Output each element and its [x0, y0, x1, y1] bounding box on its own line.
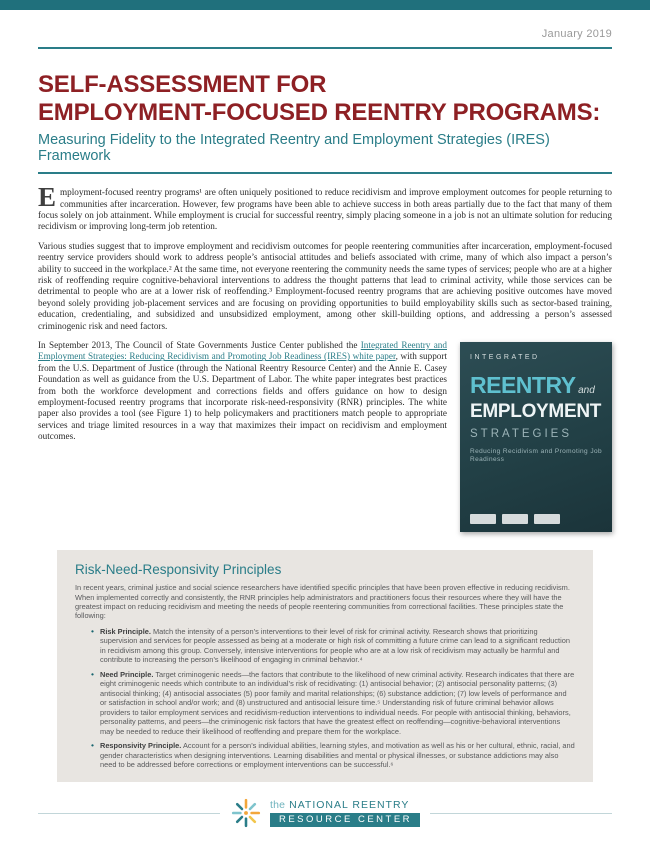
- cover-title-and: and: [578, 384, 595, 396]
- logo-line-resource-center: RESOURCE CENTER: [270, 813, 420, 827]
- paragraph-3-text-after-link: , with support from the U.S. Department of Justice (through the National Reentry Resource Center) and the Annie E. Casey Foundation as well as guidance from the U.S. Department of Labor. The white paper integrates best practices from both the workforce development and corrections fields and offers guidance on how to design employment-focused reentry programs that incorporate risk-need-responsivity (RNR) principles. The white paper also provides a tool (see Figure 1) to help policymakers and practitioners match people to appropriate services and triage limited resources in a way that maximizes their impact on recidivism and employment outcomes.: [38, 351, 447, 442]
- cover-title-row: [470, 371, 602, 400]
- ires-white-paper-link[interactable]: Integrated Reentry and Employment Strategies: Reducing Recidivism and Promoting Job Readiness (IRES) white paper: [38, 340, 447, 362]
- cover-title-strategies: STRATEGIES: [470, 427, 572, 440]
- logo-word-the: the: [269, 798, 286, 811]
- rnr-principles-list: [75, 627, 575, 770]
- principle-paragraph: [100, 741, 575, 769]
- principle-text: Target criminogenic needs—the factors that contribute to the likelihood of new criminal activity. Research indicates that there are eight criminogenic needs which contribute to an individual’s risk of recidivating: (1) antisocial behavior; (2) antisocial personality patterns; (3) antisocial thinking; (4) antisocial associates (5) poor family and marital relationships; (6) substance addiction; (7) low levels of performance and or satisfaction in school and/or work; and (8) unstructured and antisocial leisure time.⁵ Understanding risk of future criminal behavior allows providers to tailor employment services and recidivism-reduction interventions to individual needs. For people with antisocial thinking, behaviors, personality patterns, and peers—the criminogenic risk factors that have the greatest effect on reoffending—cognitive-behavioral interventions may be needed to reduce their likelihood of reoffending and prepare them for the workplace.: [99, 669, 575, 736]
- footer-rule-left: [38, 813, 220, 814]
- paragraph-3-text-before-link: In September 2013, The Council of State Governments Justice Center published the: [38, 340, 361, 351]
- bullet-icon: •: [91, 740, 94, 751]
- paragraph-1: [38, 182, 612, 233]
- paragraph-2: [38, 241, 612, 332]
- cover-tagline: Reducing Recidivism and Promoting Job Readiness: [470, 448, 602, 464]
- bullet-icon: •: [91, 668, 94, 679]
- starburst-icon: [230, 797, 262, 829]
- cover-title-reentry: REENTRY: [470, 371, 576, 398]
- principle-text: Match the intensity of a person’s interventions to their level of risk for criminal activity. Research shows that prioritizing supervision and services for people assessed as being at a moderate or high risk of committing a future crime can lead to a significant reduction in recidivism among this group. Conversely, intensive interventions for people who are at a low risk of recidivism may actually be harmful and contribute to increasing the person’s likelihood of engaging in criminal behavior.⁴: [99, 626, 570, 665]
- top-accent-band: [0, 0, 650, 10]
- subtitle-rule: [38, 172, 612, 174]
- nrrc-logo: [230, 797, 420, 829]
- publisher-logo: [470, 514, 496, 524]
- principle-paragraph: [100, 627, 575, 665]
- rnr-principle-item-need: [75, 670, 575, 736]
- date-label: January 2019: [541, 28, 612, 40]
- drop-cap: E: [38, 182, 57, 213]
- principle-label: Responsivity Principle.: [99, 741, 182, 751]
- cover-title-employment: EMPLOYMENT: [470, 401, 602, 423]
- rnr-principle-item-risk: [75, 627, 575, 665]
- principle-label: Need Principle.: [99, 669, 154, 679]
- rnr-principle-item-responsivity: [75, 741, 575, 769]
- page-header: [38, 24, 612, 42]
- rnr-principles-box: [57, 550, 593, 782]
- title-block: [38, 71, 612, 164]
- cover-publisher-logos: [470, 514, 602, 524]
- principle-label: Risk Principle.: [99, 626, 151, 636]
- principle-paragraph: [100, 670, 575, 736]
- paragraph-2-text: Various studies suggest that to improve employment and recidivism outcomes for people reentering communities after incarceration, employment-focused reentry service providers should work to address people’s antisocial attitudes and beliefs associated with crime, many of which also impact a person’s ability to succeed in the workplace.² At the same time, not everyone reentering the community needs the same types of services; people who are at a higher risk of reoffending require cognitive-behavioral interventions to address the thought patterns that lead to criminal activity, while those services can be detrimental to people who are at a lower risk of reoffending.³ Employment-focused reentry programs that are achieving positive outcomes have moved beyond solely providing job-placement services and are focusing on providing opportunities to build employability skills such as sector-based training, education, credentialing, and subsidized and unsubsidized employment, among other skill-building options, and addressing a person’s assessed criminogenic risk and need factors.: [38, 240, 612, 331]
- paragraph-1-text: mployment-focused reentry programs¹ are often uniquely positioned to reduce recidivism and improve employment outcomes for people returning to communities after incarceration. However, few programs have been able to achieve success in both areas partially due to the fact that many of them focus solely on job attainment. While employment is crucial for successful reentry, simply placing someone in a job is not an ultimate solution for reducing recidivism or improving long-term job retention.: [38, 187, 612, 232]
- page-footer: [0, 797, 650, 829]
- page-title-line-2: EMPLOYMENT-FOCUSED REENTRY PROGRAMS:: [38, 99, 601, 127]
- page-subtitle: Measuring Fidelity to the Integrated Reentry and Employment Strategies (IRES) Framework: [38, 132, 550, 165]
- bullet-icon: •: [91, 625, 94, 636]
- publisher-logo: [534, 514, 560, 524]
- paragraph-3: [38, 340, 612, 536]
- header-rule: [38, 47, 612, 49]
- ires-white-paper-cover: [460, 342, 612, 532]
- logo-line-national-reentry: NATIONAL REENTRY: [289, 798, 410, 811]
- rnr-box-intro: In recent years, criminal justice and social science researchers have identified specific principles that have been proven effective in reducing recidivism. When implemented correctly and consistently, the RNR principles help administrators and practitioners focus their resources where they will have the greatest impact on reducing recidivism and meeting the needs of people reentering communities from correctional facilities. These principles state the following:: [75, 583, 570, 621]
- rnr-box-heading: Risk-Need-Responsivity Principles: [75, 562, 282, 578]
- principle-text: Account for a person’s individual abilities, learning styles, and motivation as well as his or her cultural, ethnic, racial, and gender characteristics when designing interventions. Learning disabilities and mental or physical illnesses, or substance addictions may also need to be addressed before corrections or employment interventions can be successful.⁶: [99, 741, 575, 769]
- footer-rule-right: [430, 813, 612, 814]
- nrrc-logo-text: [270, 800, 420, 827]
- publisher-logo: [502, 514, 528, 524]
- article-body: [38, 182, 612, 536]
- cover-kicker: INTEGRATED: [470, 354, 540, 362]
- page-title-line-1: SELF-ASSESSMENT FOR: [38, 71, 327, 98]
